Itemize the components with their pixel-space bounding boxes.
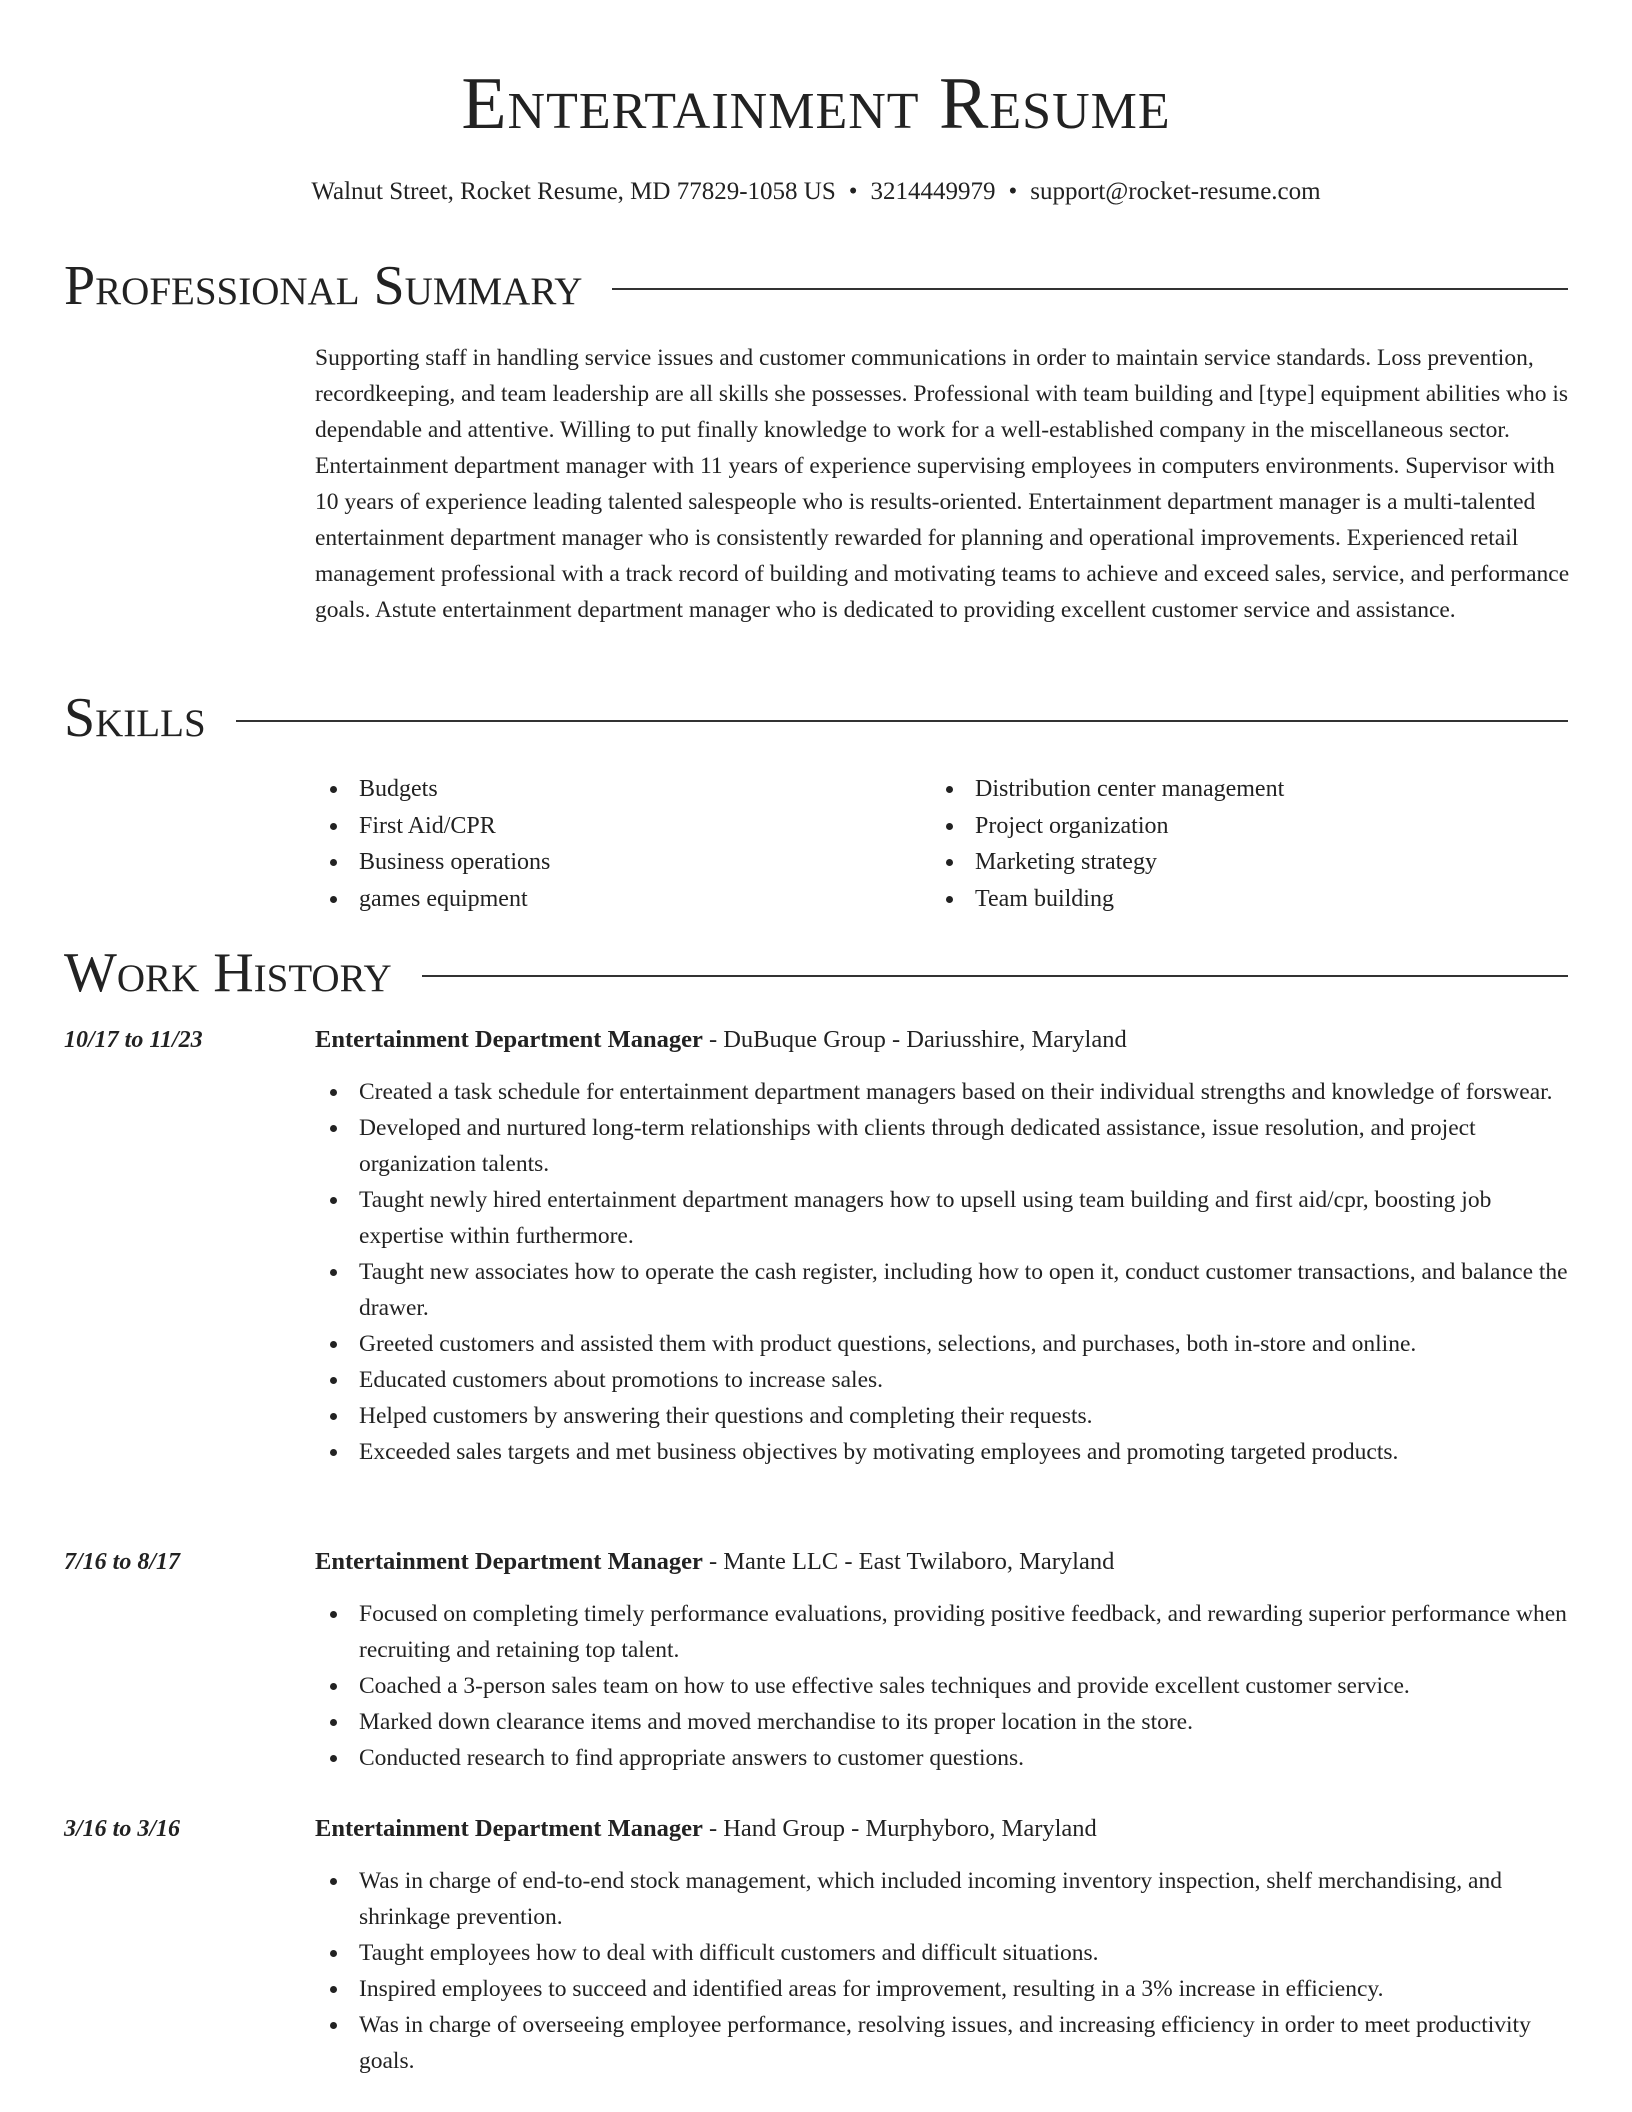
job-duties-list (315, 1863, 1575, 2079)
job-duty: Helped customers by answering their questions and completing their requests. (315, 1398, 1575, 1434)
skill-item: Budgets (315, 771, 931, 808)
skills-heading: Skills (64, 687, 206, 749)
skills-section-header (64, 686, 1568, 750)
skill-item: Distribution center management (931, 771, 1547, 808)
job-duty: Created a task schedule for entertainment department managers based on their individual strengths and knowledge of forswear. (315, 1074, 1575, 1110)
skill-item: games equipment (315, 881, 931, 918)
skill-item: Project organization (931, 808, 1547, 845)
job-duty: Was in charge of end-to-end stock management, which included incoming inventory inspection, shelf merchandising, and shrinkage prevention. (315, 1863, 1575, 1935)
job-duty: Focused on completing timely performance evaluations, providing positive feedback, and rewarding superior performance when recruiting and retaining top talent. (315, 1596, 1575, 1668)
contact-line (0, 174, 1632, 210)
job-header (315, 1544, 1114, 1580)
job-duty: Inspired employees to succeed and identified areas for improvement, resulting in a 3% increase in efficiency. (315, 1971, 1575, 2007)
job-duty: Taught employees how to deal with difficult customers and difficult situations. (315, 1935, 1575, 1971)
job-title: Entertainment Department Manager (315, 1026, 703, 1053)
work-history-section-header (64, 941, 1568, 1005)
skill-item: Team building (931, 881, 1547, 918)
contact-address: Walnut Street, Rocket Resume, MD 77829-1058 US (311, 178, 836, 205)
job-duty: Greeted customers and assisted them with product questions, selections, and purchases, both in-store and online. (315, 1326, 1575, 1362)
job-duty: Conducted research to find appropriate answers to customer questions. (315, 1740, 1575, 1776)
skill-item: Marketing strategy (931, 844, 1547, 881)
job-duty: Developed and nurtured long-term relationships with clients through dedicated assistance, issue resolution, and project organization talents. (315, 1110, 1575, 1182)
skill-item: First Aid/CPR (315, 808, 931, 845)
job-header (315, 1022, 1127, 1058)
section-divider (422, 975, 1568, 977)
summary-text: Supporting staff in handling service issues and customer communications in order to maintain service standards. Loss prevention, recordkeeping, and team leadership are all skills she possesses. Professional with team building and [type] equipment abilities who is dependable and attentive. Willing to put finally knowledge to work for a well-established company in the miscellaneous sector. Entertainment department manager with 11 years of experience supervising employees in computers environments. Supervisor with 10 years of experience leading talented salespeople who is results-oriented. Entertainment department manager is a multi-talented entertainment department manager who is consistently rewarded for planning and operational improvements. Experienced retail management professional with a track record of building and motivating teams to achieve and exceed sales, service, and performance goals. Astute entertainment department manager who is dedicated to providing excellent customer service and assistance. (315, 345, 1570, 623)
summary-heading: Professional Summary (64, 255, 583, 317)
job-title: Entertainment Department Manager (315, 1815, 703, 1842)
section-divider (236, 720, 1568, 722)
job-duty: Marked down clearance items and moved merchandise to its proper location in the store. (315, 1704, 1575, 1740)
job-header (315, 1811, 1097, 1847)
contact-email: support@rocket-resume.com (1030, 178, 1321, 205)
job-employer-location: - Hand Group - Murphyboro, Maryland (702, 1815, 1097, 1842)
contact-phone: 3214449979 (870, 178, 996, 205)
summary-section-header (64, 254, 1568, 318)
resume-title: Entertainment Resume (461, 63, 1171, 145)
job-dates: 3/16 to 3/16 (64, 1816, 181, 1842)
contact-separator: • (848, 178, 858, 205)
job-duties-list (315, 1074, 1575, 1470)
job-duty: Exceeded sales targets and met business objectives by motivating employees and promoting targeted products. (315, 1434, 1575, 1470)
job-duty: Taught newly hired entertainment department managers how to upsell using team building and first aid/cpr, boosting job expertise within furthermore. (315, 1182, 1575, 1254)
job-duty: Coached a 3-person sales team on how to use effective sales techniques and provide excellent customer service. (315, 1668, 1575, 1704)
skills-list (315, 771, 1575, 917)
work-history-heading: Work History (64, 942, 392, 1004)
skill-item: Business operations (315, 844, 931, 881)
job-employer-location: - DuBuque Group - Dariusshire, Maryland (702, 1026, 1127, 1053)
job-duties-list (315, 1596, 1575, 1776)
job-duty: Educated customers about promotions to increase sales. (315, 1362, 1575, 1398)
job-dates: 10/17 to 11/23 (64, 1027, 203, 1053)
section-divider (612, 288, 1568, 290)
job-duty: Taught new associates how to operate the cash register, including how to open it, conduct customer transactions, and balance the drawer. (315, 1254, 1575, 1326)
contact-separator: • (1008, 178, 1018, 205)
job-dates: 7/16 to 8/17 (64, 1549, 181, 1575)
job-duty: Was in charge of overseeing employee performance, resolving issues, and increasing efficiency in order to meet productivity goals. (315, 2007, 1575, 2079)
job-title: Entertainment Department Manager (315, 1548, 703, 1575)
job-employer-location: - Mante LLC - East Twilaboro, Maryland (702, 1548, 1115, 1575)
